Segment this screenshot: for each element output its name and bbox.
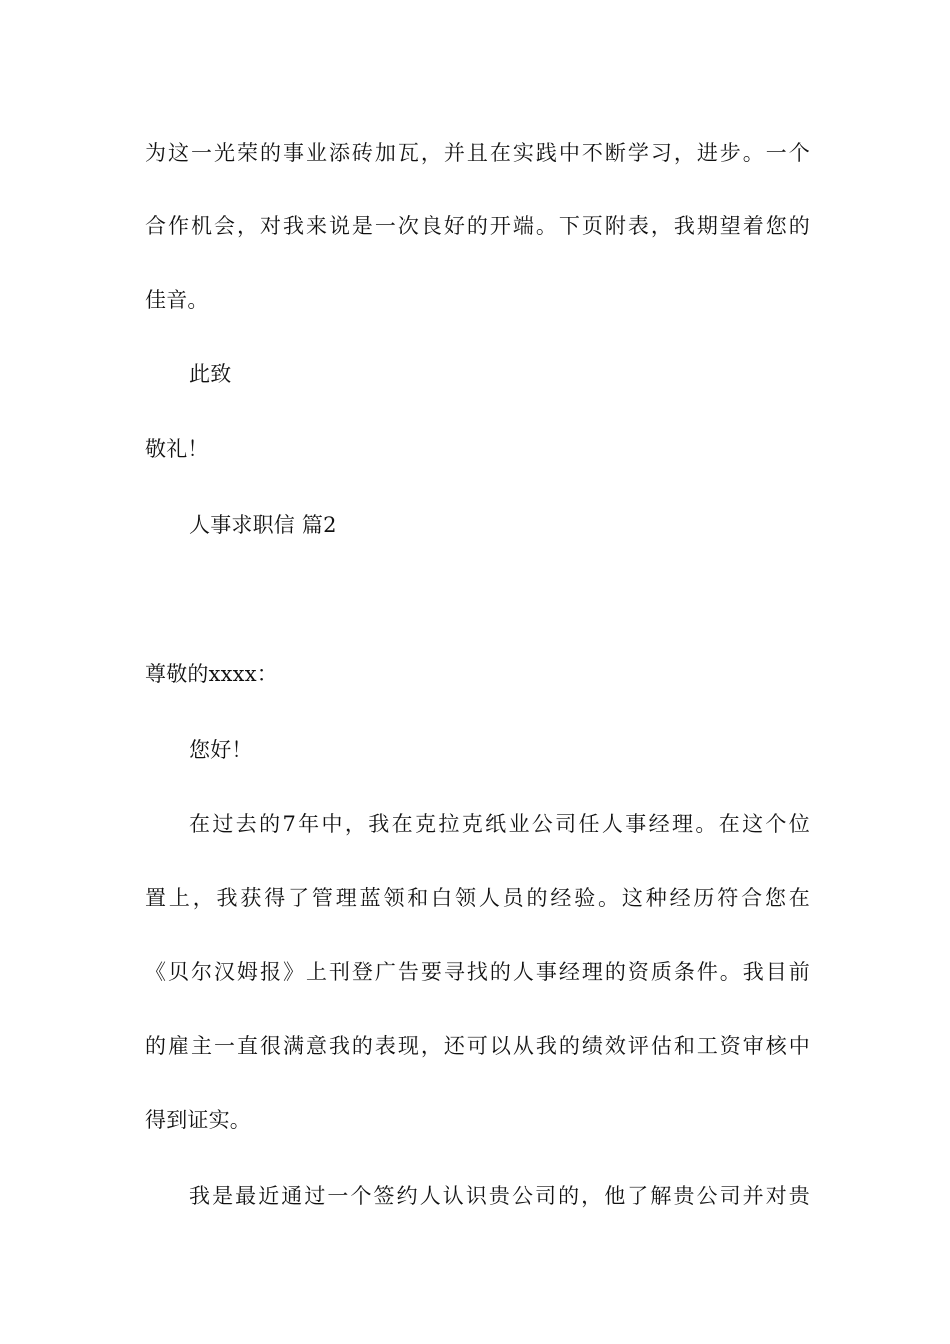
closing-regards: 敬礼！: [145, 437, 209, 461]
paragraph-line: 为这一光荣的事业添砖加瓦，并且在实践中不断学习，进步。一个: [145, 141, 810, 165]
paragraph-line: 的雇主一直很满意我的表现，还可以从我的绩效评估和工资审核中: [145, 1034, 810, 1058]
closing-salutation: 此致: [189, 362, 232, 386]
paragraph-line: 我是最近通过一个签约人认识贵公司的，他了解贵公司并对贵: [189, 1184, 810, 1208]
greeting-recipient: 尊敬的xxxx：: [145, 662, 278, 686]
paragraph-line: 置上，我获得了管理蓝领和白领人员的经验。这种经历符合您在: [145, 886, 810, 910]
paragraph-line: 佳音。: [145, 288, 209, 312]
greeting-line: 您好！: [189, 738, 253, 762]
paragraph-line: 得到证实。: [145, 1108, 251, 1132]
paragraph-line: 合作机会，对我来说是一次良好的开端。下页附表，我期望着您的: [145, 214, 810, 238]
paragraph-line: 《贝尔汉姆报》上刊登广告要寻找的人事经理的资质条件。我目前: [145, 960, 810, 984]
section-heading: 人事求职信 篇2: [189, 513, 337, 537]
paragraph-line: 在过去的7年中，我在克拉克纸业公司任人事经理。在这个位: [189, 812, 810, 836]
